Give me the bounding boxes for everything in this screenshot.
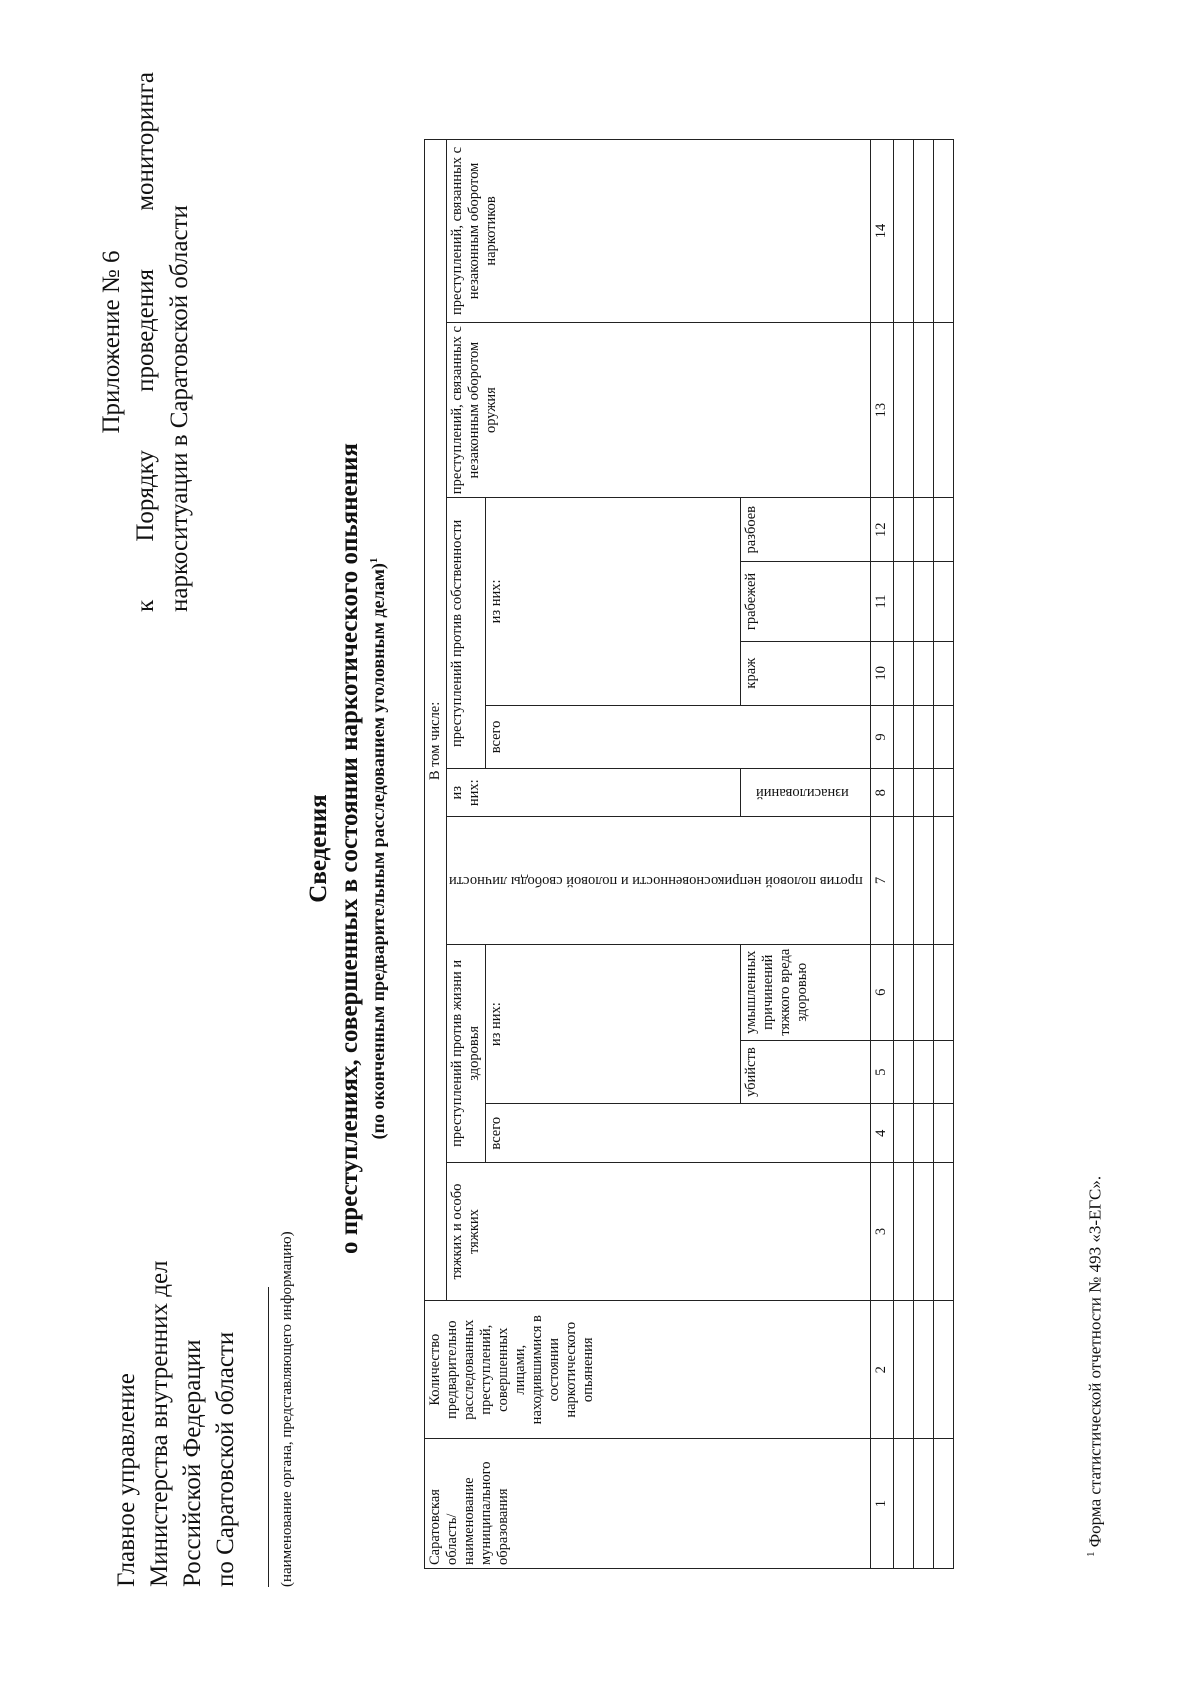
- org-line-4: по Саратовской области: [212, 1331, 239, 1587]
- header-sexual-text: против половой неприкосновенности и половой свободы личности: [449, 872, 863, 889]
- header-property-total: всего: [486, 705, 871, 769]
- col-number: 3: [870, 1162, 893, 1300]
- organization-block: [110, 1231, 304, 1587]
- org-line-2: Министерства внутренних дел: [146, 1260, 173, 1587]
- report-note-text: (по оконченным предварительным расследованием уголовным делам): [368, 563, 388, 1140]
- header-sexual: [447, 817, 871, 945]
- col-number: 12: [870, 498, 893, 562]
- footnote-text: Форма статистической отчетности № 493 «3-ЕГС».: [1085, 1175, 1105, 1548]
- header-row-1: [425, 140, 447, 1569]
- col-number: 2: [870, 1301, 893, 1439]
- header-weapons: преступлений, связанных с незаконным оборотом оружия: [447, 322, 871, 497]
- col-number: 4: [870, 1104, 893, 1162]
- header-including: В том числе:: [425, 140, 447, 1301]
- col-number: 5: [870, 1040, 893, 1104]
- report-subtitle: о преступлениях, совершенных в состоянии наркотического опьянения: [336, 443, 363, 1254]
- header-region: Саратовская область/ наименование муниципального образования: [425, 1439, 871, 1569]
- header-rape: [740, 769, 870, 817]
- col-number: 13: [870, 322, 893, 497]
- report-note-mark: 1: [368, 557, 380, 564]
- header-life: преступлений против жизни и здоровья: [447, 944, 486, 1162]
- header-robbery: грабежей: [740, 562, 870, 642]
- header-murders: убийств: [740, 1040, 870, 1104]
- header-total: Количество предварительно расследованных преступлений, совершенных лицами, находившимися в состоянии наркотического опьянения: [425, 1301, 871, 1439]
- col-number: 8: [870, 769, 893, 817]
- appendix-line-1: к Порядку проведения мониторинга: [132, 72, 159, 612]
- header-grave: тяжких и особо тяжких: [447, 1162, 871, 1300]
- col-number: 10: [870, 641, 893, 705]
- appendix-title: Приложение № 6: [98, 250, 125, 434]
- header-life-total: всего: [486, 1104, 871, 1162]
- org-line-3: Российской Федерации: [179, 1339, 206, 1587]
- col-number: 6: [870, 944, 893, 1040]
- header-sexual-of: из них:: [447, 769, 741, 817]
- org-underline: [268, 1287, 269, 1587]
- table-row: [893, 140, 913, 1569]
- report-note: [368, 0, 389, 1697]
- footnote: [1085, 1176, 1106, 1557]
- header-harm: умышленных причинений тяжкого вреда здоровью: [740, 944, 870, 1040]
- header-property-of: из них:: [486, 498, 741, 705]
- header-rape-text: изнасилований: [756, 785, 850, 802]
- col-number: 9: [870, 705, 893, 769]
- header-theft: краж: [740, 641, 870, 705]
- report-title: Сведения: [305, 794, 332, 903]
- header-life-of: из них:: [486, 944, 741, 1104]
- appendix-block: [95, 72, 197, 612]
- header-drugs: преступлений, связанных с незаконным оборотом наркотиков: [447, 140, 871, 323]
- org-line-1: Главное управление: [113, 1373, 140, 1587]
- table-row: [913, 140, 933, 1569]
- col-number: 1: [870, 1439, 893, 1569]
- table-row: [933, 140, 953, 1569]
- report-table: [424, 139, 954, 1569]
- header-assault: разбоев: [740, 498, 870, 562]
- col-number: 14: [870, 140, 893, 323]
- appendix-line-2: наркоситуации в Саратовской области: [166, 205, 193, 612]
- col-number: 11: [870, 562, 893, 642]
- header-property: преступлений против собственности: [447, 498, 486, 769]
- footnote-mark: 1: [1085, 1551, 1097, 1557]
- col-number: 7: [870, 817, 893, 945]
- column-numbers-row: [870, 140, 893, 1569]
- org-caption: (наименование органа, представляющего информацию): [279, 1231, 295, 1587]
